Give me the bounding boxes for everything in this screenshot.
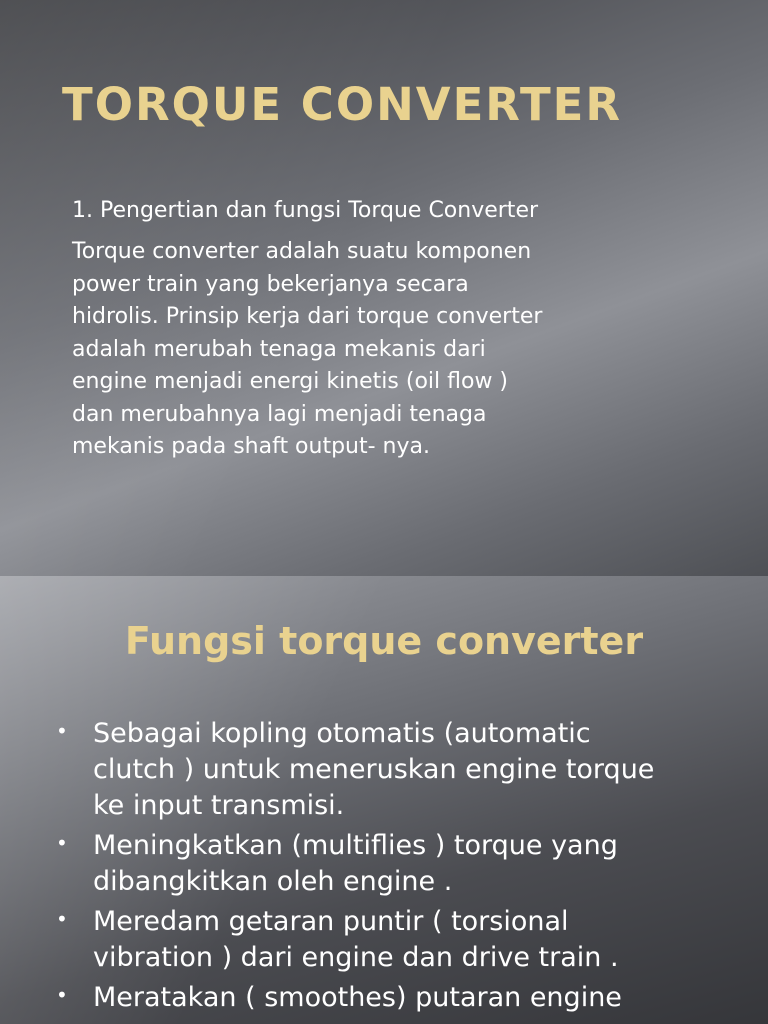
body-line: power train yang bekerjanya secara [72,271,469,297]
bullet-list [56,716,726,1020]
body-line: adalah merubah tenaga mekanis dari [72,336,486,362]
list-item [56,904,726,976]
bullet-line: ke input transmisi. [93,790,345,821]
body-line: hidrolis. Prinsip kerja dari torque converter [72,304,543,329]
slide-2 [0,576,768,1024]
bullet-line: clutch ) untuk meneruskan engine torque [93,754,655,785]
slide-1-subheading: 1. Pengertian dan fungsi Torque Converter [72,198,539,223]
bullet-line: vibration ) dari engine dan drive train . [93,942,619,973]
body-line: Torque converter adalah suatu komponen [72,239,532,264]
bullet-icon: • [56,719,68,743]
body-line: engine menjadi energi kinetis (oil flow ) [72,369,509,394]
bullet-icon: • [56,831,68,855]
bullet-line: Meratakan ( smoothes) putaran engine [93,982,622,1013]
list-item [56,828,726,900]
bullet-line: dibangkitkan oleh engine . [93,866,453,897]
body-line: dan merubahnya lagi menjadi tenaga [72,401,487,427]
bullet-line: Sebagai kopling otomatis (automatic [93,718,591,749]
bullet-icon: • [56,983,68,1007]
bullet-line: Meningkatkan (multiflies ) torque yang [93,830,618,861]
slide-2-title: Fungsi torque converter [124,619,644,663]
bullet-icon: • [56,907,68,931]
slide-1-body [72,236,672,464]
slide-1-title: TORQUE CONVERTER [62,78,623,131]
bullet-line: Meredam getaran puntir ( torsional [93,906,569,937]
list-item [56,980,726,1016]
list-item [56,716,726,824]
body-line: mekanis pada shaft output- nya. [72,434,430,459]
